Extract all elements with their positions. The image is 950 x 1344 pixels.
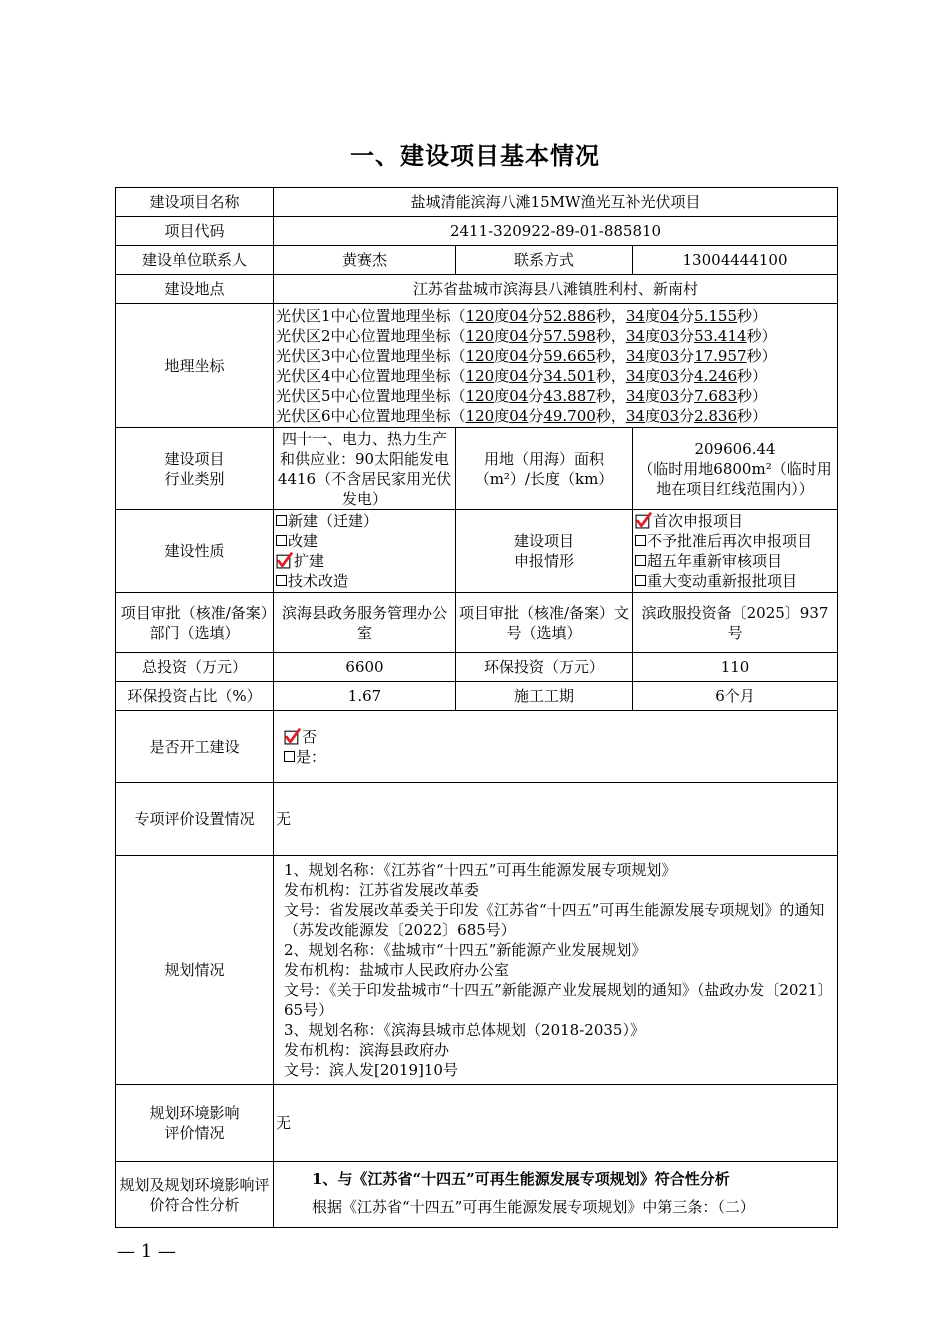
- row-ratio: [116, 682, 838, 711]
- geo-coordinate-line: [276, 386, 835, 406]
- row-industry: [116, 428, 838, 510]
- geo-lng-sec: 43.887: [543, 386, 596, 405]
- label-nature: 建设性质: [116, 510, 274, 593]
- label-approval-no: 项目审批（核准/备案）文号（选填）: [456, 593, 633, 653]
- label-special: 专项评价设置情况: [116, 783, 274, 856]
- project-info-table: [115, 187, 838, 1228]
- unchecked-box-icon: [635, 535, 646, 546]
- row-planning: [116, 856, 838, 1085]
- geo-lng-min: 04: [509, 326, 529, 345]
- label-industry-line1: 建设项目: [164, 449, 225, 468]
- started-option: [284, 727, 835, 747]
- geo-unit-sec: 秒: [746, 326, 762, 345]
- geo-lat-sec: 53.414: [694, 326, 747, 345]
- label-industry-line2: 行业类别: [164, 469, 225, 488]
- row-nature: [116, 510, 838, 593]
- geo-unit-deg: 度: [644, 386, 660, 405]
- checked-box-icon: [635, 512, 652, 529]
- nature-option: [276, 571, 453, 591]
- geo-unit-deg: 度: [494, 406, 510, 425]
- apply-options: [633, 510, 838, 593]
- label-project-code: 项目代码: [116, 217, 274, 246]
- value-project-code: 2411-320922-89-01-885810: [274, 217, 838, 246]
- geo-unit-sec: 秒: [595, 346, 611, 365]
- unchecked-box-icon: [276, 535, 287, 546]
- label-period: 施工工期: [456, 682, 633, 711]
- apply-option: [635, 511, 835, 531]
- geo-unit-sec: 秒: [595, 386, 611, 405]
- started-option-label: 是：: [296, 747, 327, 766]
- geo-lng-min: 04: [509, 386, 529, 405]
- geo-unit-min: 分: [679, 386, 695, 405]
- label-ratio: 环保投资占比（%）: [116, 682, 274, 711]
- geo-unit-sec: 秒: [595, 326, 611, 345]
- planning-line: 发布机构：滨海县政府办: [284, 1041, 450, 1059]
- geo-coordinate-line: [276, 346, 835, 366]
- geo-lng-min: 04: [509, 366, 529, 385]
- row-investment: [116, 653, 838, 682]
- label-env-investment: 环保投资（万元）: [456, 653, 633, 682]
- geo-lat-sec: 7.683: [694, 386, 738, 405]
- geo-prefix: 光伏区4中心位置地理坐标（: [276, 366, 466, 385]
- geo-close: ）: [752, 366, 768, 385]
- geo-unit-sec: 秒: [595, 366, 611, 385]
- geo-unit-min: 分: [528, 346, 544, 365]
- unchecked-box-icon: [276, 515, 287, 526]
- apply-option-label: 重大变动重新报批项目: [647, 572, 798, 590]
- geo-lat-sec: 4.246: [694, 366, 738, 385]
- geo-coordinate-line: [276, 366, 835, 386]
- planning-line: 文号：滨人发[2019]10号: [284, 1061, 458, 1079]
- geo-lat-deg: 34: [625, 406, 645, 425]
- geo-prefix: 光伏区1中心位置地理坐标（: [276, 306, 466, 325]
- geo-sep: ，: [610, 326, 626, 345]
- geo-lat-sec: 2.836: [694, 406, 738, 425]
- row-location: [116, 275, 838, 304]
- row-approval: [116, 593, 838, 653]
- started-option-label: 否: [302, 727, 318, 746]
- planning-line: 1、规划名称：《江苏省“十四五”可再生能源发展专项规划》: [284, 861, 677, 879]
- nature-option-label: 新建（迁建）: [288, 512, 379, 530]
- label-apply-line1: 建设项目: [513, 532, 574, 550]
- geo-lat-sec: 17.957: [694, 346, 747, 365]
- value-investment: 6600: [274, 653, 456, 682]
- planning-line: 发布机构：盐城市人民政府办公室: [284, 961, 510, 979]
- label-phone: 联系方式: [456, 246, 633, 275]
- value-plan-env: 无: [274, 1085, 838, 1162]
- geo-lat-min: 03: [659, 326, 680, 345]
- geo-coordinate-line: [276, 306, 835, 326]
- conformity-heading: 1、与《江苏省“十四五”可再生能源发展专项规划》符合性分析: [312, 1170, 730, 1188]
- row-started: [116, 711, 838, 783]
- geo-unit-deg: 度: [494, 386, 510, 405]
- geo-lng-sec: 34.501: [543, 366, 596, 385]
- geo-lng-deg: 120: [465, 386, 495, 405]
- geo-unit-sec: 秒: [737, 406, 753, 425]
- geo-lng-sec: 49.700: [543, 406, 596, 425]
- geo-unit-deg: 度: [644, 326, 660, 345]
- label-area: 用地（用海）面积（m²）/长度（km）: [456, 428, 633, 510]
- geo-coordinate-line: [276, 326, 835, 346]
- planning-line: 文号：《关于印发盐城市“十四五”新能源产业发展规划的通知》（盐政办发〔2021〕65号）: [284, 981, 833, 1019]
- nature-option-label: 改建: [288, 532, 319, 550]
- geo-lat-deg: 34: [625, 326, 645, 345]
- nature-options: [274, 510, 456, 593]
- row-conformity: [116, 1162, 838, 1228]
- geo-coordinate-line: [276, 406, 835, 426]
- geo-unit-deg: 度: [494, 346, 510, 365]
- row-project-name: [116, 188, 838, 217]
- unchecked-box-icon: [276, 575, 287, 586]
- geo-prefix: 光伏区2中心位置地理坐标（: [276, 326, 466, 345]
- geo-coordinates: [274, 304, 838, 428]
- geo-unit-deg: 度: [644, 366, 660, 385]
- planning-line: 2、规划名称：《盐城市“十四五”新能源产业发展规划》: [284, 941, 647, 959]
- value-area-temp: （临时用地6800m²（临时用地在项目红线范围内））: [638, 459, 832, 498]
- row-plan-env: [116, 1085, 838, 1162]
- geo-unit-deg: 度: [494, 366, 510, 385]
- nature-option-label: 扩建: [294, 552, 325, 570]
- row-project-code: [116, 217, 838, 246]
- geo-lng-sec: 52.886: [543, 306, 596, 325]
- geo-lng-min: 04: [509, 346, 529, 365]
- started-option: [284, 747, 835, 767]
- geo-unit-deg: 度: [494, 306, 510, 325]
- label-investment: 总投资（万元）: [116, 653, 274, 682]
- geo-sep: ，: [610, 406, 626, 425]
- geo-unit-min: 分: [679, 326, 695, 345]
- planning-line: 3、规划名称：《滨海县城市总体规划（2018-2035）》: [284, 1021, 645, 1039]
- value-contact: 黄赛杰: [274, 246, 456, 275]
- geo-close: ）: [761, 346, 777, 365]
- label-contact: 建设单位联系人: [116, 246, 274, 275]
- geo-sep: ，: [610, 306, 626, 325]
- label-geo: 地理坐标: [116, 304, 274, 428]
- planning-line: 发布机构：江苏省发展改革委: [284, 881, 480, 899]
- geo-lat-deg: 34: [625, 386, 645, 405]
- geo-close: ）: [752, 406, 768, 425]
- label-apply: [456, 510, 633, 593]
- unchecked-box-icon: [284, 751, 295, 762]
- label-apply-line2: 申报情形: [513, 552, 574, 570]
- nature-option: [276, 511, 453, 531]
- value-ratio: 1.67: [274, 682, 456, 711]
- row-geo: [116, 304, 838, 428]
- label-conformity: 规划及规划环境影响评价符合性分析: [116, 1162, 274, 1228]
- geo-unit-deg: 度: [494, 326, 510, 345]
- geo-lng-sec: 59.665: [543, 346, 596, 365]
- nature-option: [276, 531, 453, 551]
- geo-close: ）: [752, 386, 768, 405]
- geo-unit-min: 分: [528, 386, 544, 405]
- label-plan-env-line1: 规划环境影响: [149, 1104, 240, 1122]
- row-contact: [116, 246, 838, 275]
- value-industry: 四十一、电力、热力生产和供应业：90太阳能发电4416（不含居民家用光伏发电）: [274, 428, 456, 510]
- value-env-investment: 110: [633, 653, 838, 682]
- started-options: [274, 711, 838, 783]
- row-special: [116, 783, 838, 856]
- label-plan-env-line2: 评价情况: [164, 1124, 225, 1142]
- planning-line: 文号：省发展改革委关于印发《江苏省“十四五”可再生能源发展专项规划》的通知（苏发改能源发〔2022〕685号）: [284, 901, 825, 939]
- label-approval-dept: 项目审批（核准/备案）部门（选填）: [116, 593, 274, 653]
- geo-lat-min: 03: [659, 386, 680, 405]
- geo-unit-deg: 度: [644, 306, 660, 325]
- geo-lat-min: 03: [659, 346, 680, 365]
- checked-box-icon: [284, 728, 301, 745]
- geo-unit-sec: 秒: [595, 306, 611, 325]
- geo-lat-min: 03: [659, 406, 680, 425]
- label-location: 建设地点: [116, 275, 274, 304]
- conformity-text: 根据《江苏省“十四五”可再生能源发展专项规划》中第三条：（二）: [312, 1198, 755, 1216]
- geo-sep: ，: [610, 386, 626, 405]
- geo-unit-min: 分: [528, 306, 544, 325]
- geo-unit-min: 分: [679, 306, 695, 325]
- geo-unit-min: 分: [528, 366, 544, 385]
- geo-unit-min: 分: [679, 366, 695, 385]
- geo-unit-min: 分: [528, 406, 544, 425]
- label-started: 是否开工建设: [116, 711, 274, 783]
- label-project-name: 建设项目名称: [116, 188, 274, 217]
- geo-prefix: 光伏区5中心位置地理坐标（: [276, 386, 466, 405]
- geo-unit-sec: 秒: [737, 366, 753, 385]
- geo-lat-deg: 34: [625, 306, 645, 325]
- checked-box-icon: [276, 552, 293, 569]
- geo-lng-deg: 120: [465, 366, 495, 385]
- geo-sep: ，: [610, 366, 626, 385]
- value-project-name: 盐城清能滨海八滩15MW渔光互补光伏项目: [274, 188, 838, 217]
- geo-lat-min: 04: [659, 306, 680, 325]
- unchecked-box-icon: [635, 575, 646, 586]
- geo-lng-min: 04: [509, 306, 529, 325]
- value-area-total: 209606.44: [694, 439, 776, 458]
- value-location: 江苏省盐城市滨海县八滩镇胜利村、新南村: [274, 275, 838, 304]
- label-industry: [116, 428, 274, 510]
- page-title: 一、建设项目基本情况: [350, 142, 600, 170]
- geo-unit-deg: 度: [644, 346, 660, 365]
- geo-unit-min: 分: [679, 406, 695, 425]
- apply-option: [635, 571, 835, 591]
- apply-option-label: 首次申报项目: [653, 512, 744, 530]
- apply-option: [635, 551, 835, 571]
- geo-unit-min: 分: [528, 326, 544, 345]
- conformity-content: [274, 1162, 838, 1228]
- value-phone: 13004444100: [633, 246, 838, 275]
- geo-prefix: 光伏区6中心位置地理坐标（: [276, 406, 466, 425]
- geo-unit-sec: 秒: [746, 346, 762, 365]
- geo-close: ）: [752, 306, 768, 325]
- nature-option: [276, 551, 453, 571]
- geo-sep: ，: [610, 346, 626, 365]
- value-approval-no: 滨政服投资备〔2025〕937号: [633, 593, 838, 653]
- value-special: 无: [274, 783, 838, 856]
- value-area: [633, 428, 838, 510]
- geo-lng-sec: 57.598: [543, 326, 596, 345]
- apply-option-label: 超五年重新审核项目: [647, 552, 783, 570]
- nature-option-label: 技术改造: [288, 572, 349, 590]
- geo-close: ）: [761, 326, 777, 345]
- geo-lng-min: 04: [509, 406, 529, 425]
- geo-lat-sec: 5.155: [694, 306, 738, 325]
- planning-details: [274, 856, 838, 1085]
- apply-option-label: 不予批准后再次申报项目: [647, 532, 813, 550]
- geo-lng-deg: 120: [465, 346, 495, 365]
- geo-lng-deg: 120: [465, 326, 495, 345]
- unchecked-box-icon: [635, 555, 646, 566]
- geo-lat-deg: 34: [625, 366, 645, 385]
- geo-unit-sec: 秒: [737, 386, 753, 405]
- geo-unit-deg: 度: [644, 406, 660, 425]
- geo-prefix: 光伏区3中心位置地理坐标（: [276, 346, 466, 365]
- page-number: — 1 —: [117, 1241, 176, 1262]
- apply-option: [635, 531, 835, 551]
- geo-unit-min: 分: [679, 346, 695, 365]
- geo-unit-sec: 秒: [737, 306, 753, 325]
- label-planning: 规划情况: [116, 856, 274, 1085]
- value-approval-dept: 滨海县政务服务管理办公室: [274, 593, 456, 653]
- geo-lat-deg: 34: [625, 346, 645, 365]
- geo-lng-deg: 120: [465, 406, 495, 425]
- value-period: 6个月: [633, 682, 838, 711]
- geo-lng-deg: 120: [465, 306, 495, 325]
- geo-lat-min: 03: [659, 366, 680, 385]
- label-plan-env: [116, 1085, 274, 1162]
- geo-unit-sec: 秒: [595, 406, 611, 425]
